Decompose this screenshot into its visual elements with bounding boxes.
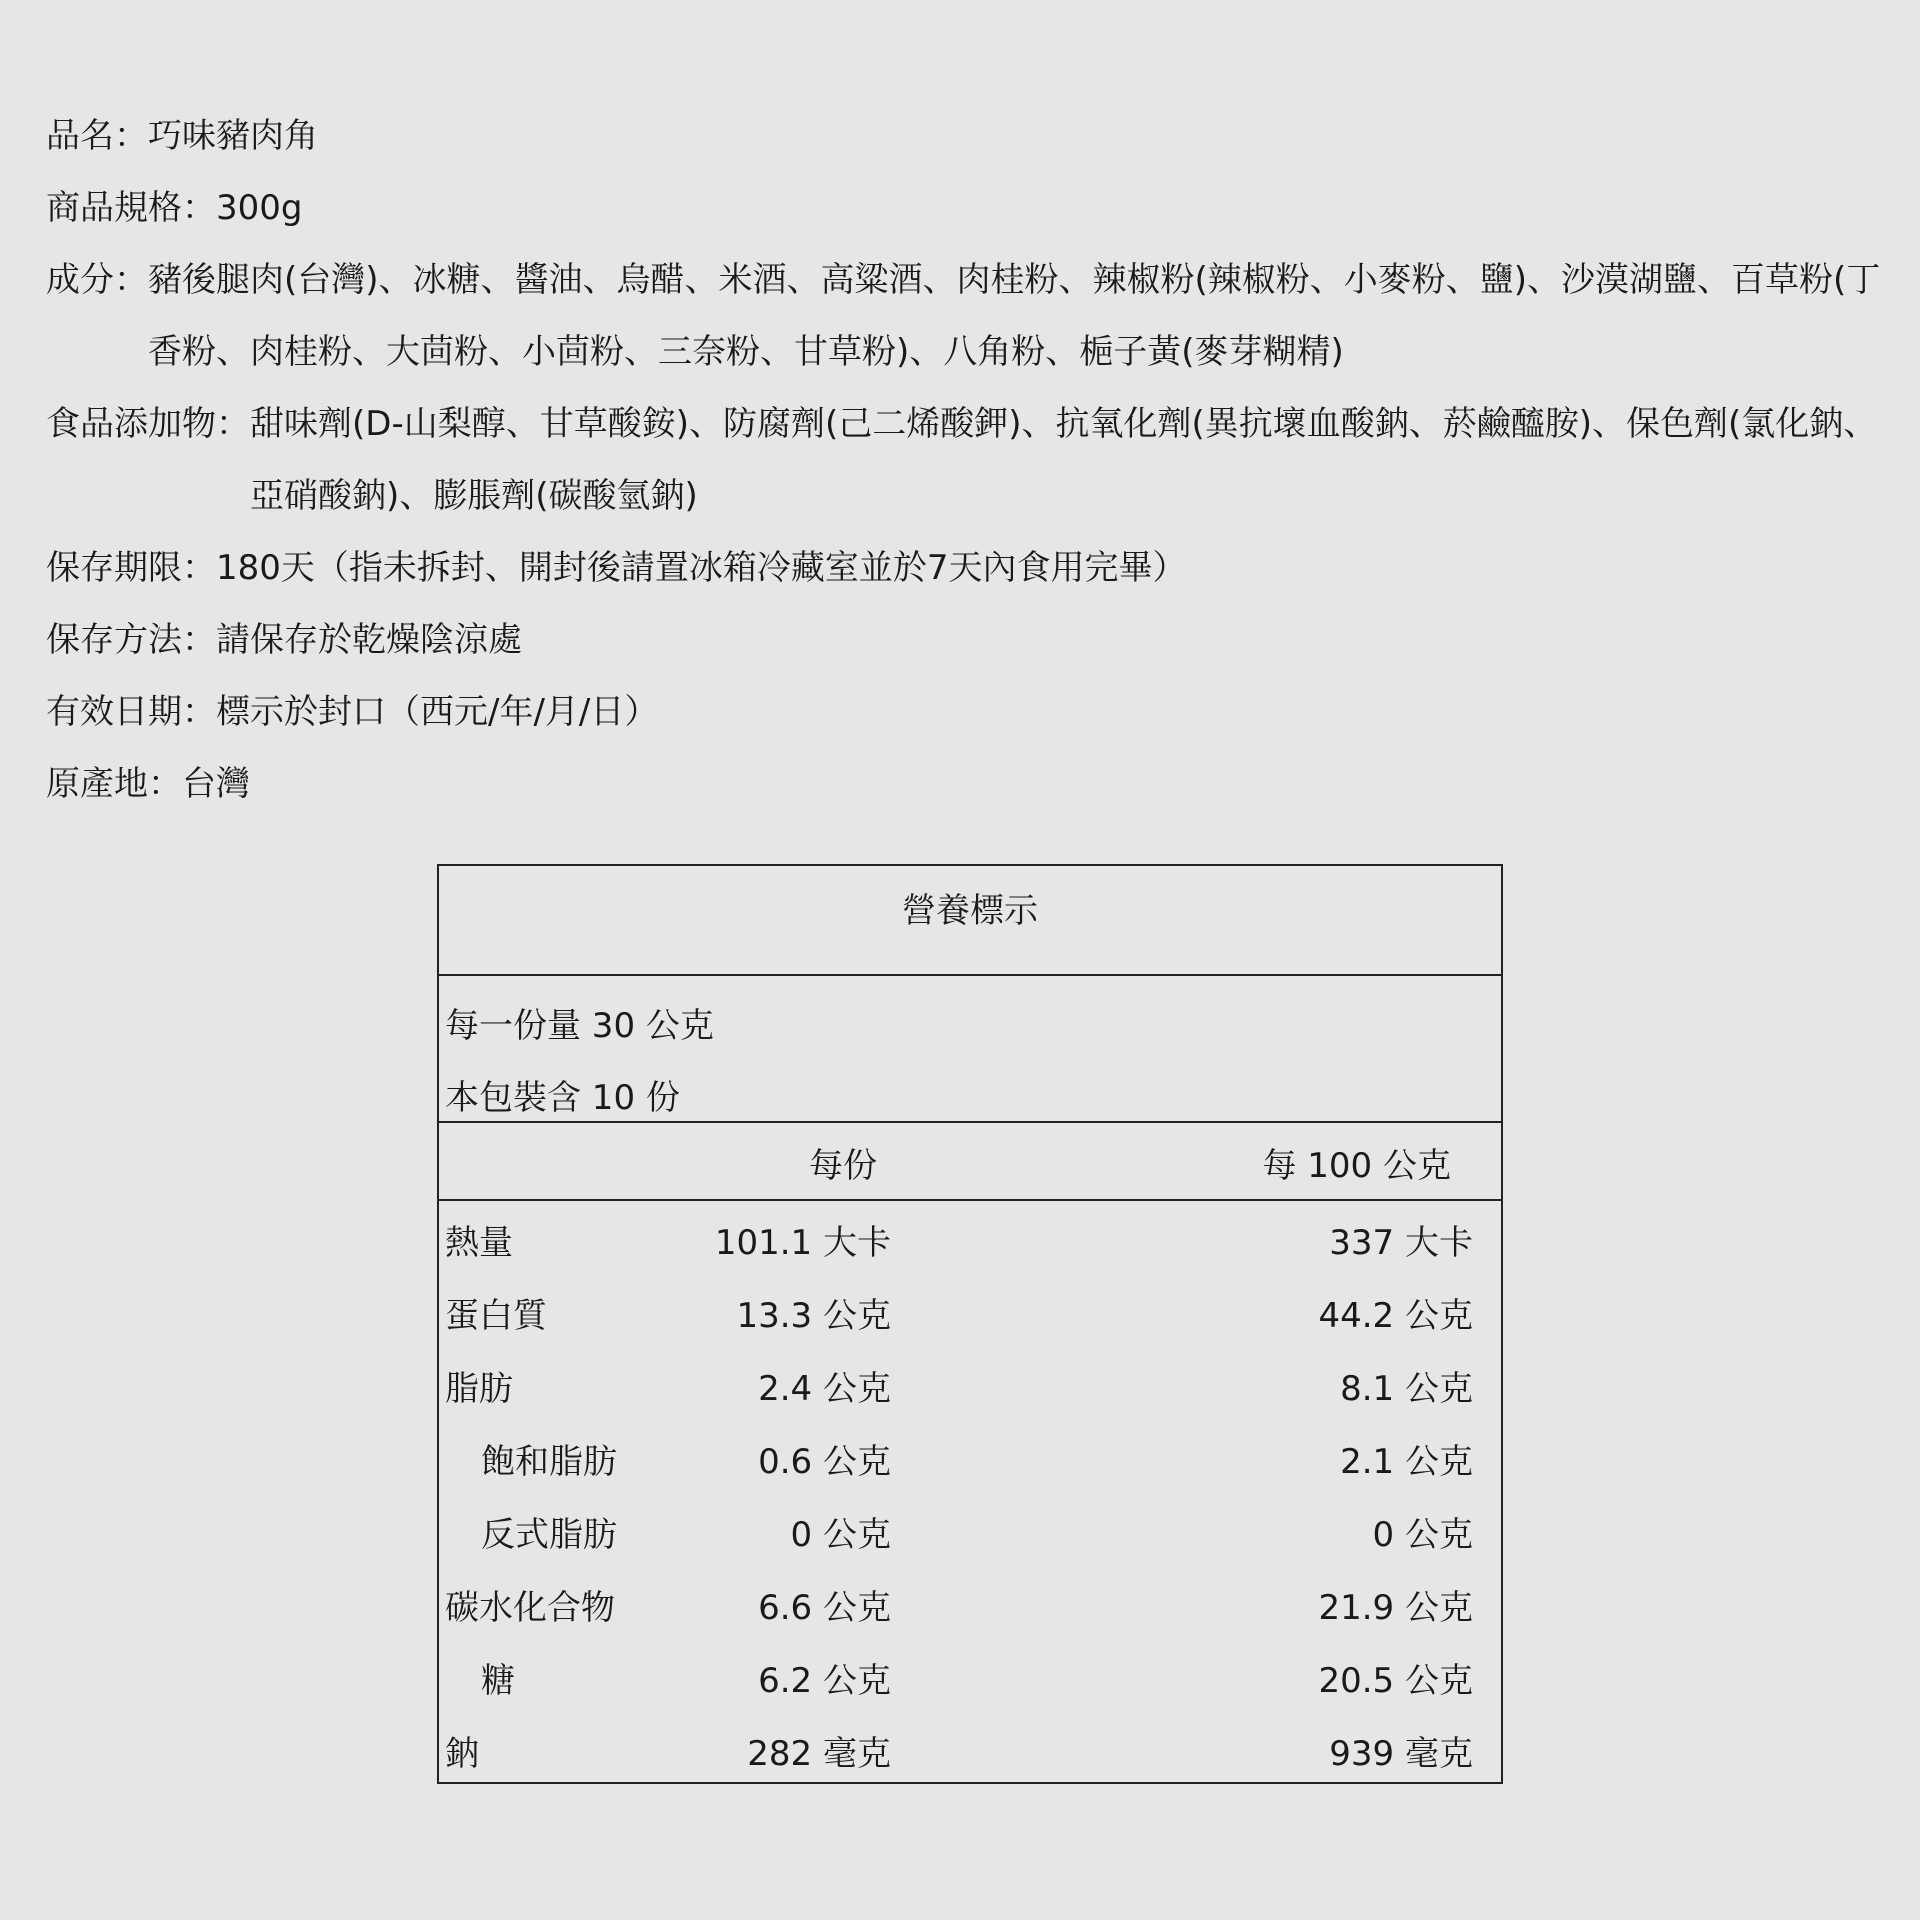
nutrient-name: 蛋白質 [445,1296,547,1336]
nutrient-per-100g: 8.1 公克 [1340,1369,1473,1409]
info-value: 台灣 [182,764,250,804]
nutrient-name: 飽和脂肪 [481,1442,617,1482]
info-label: 保存方法： [46,620,216,660]
nutrient-per-serving: 13.3 公克 [736,1296,891,1336]
info-row-storage [46,604,1906,676]
nutrient-per-100g: 21.9 公克 [1318,1588,1473,1628]
nutrient-per-100g: 2.1 公克 [1340,1442,1473,1482]
info-label: 品名： [46,116,148,156]
nutrient-per-serving: 2.4 公克 [758,1369,891,1409]
nutrient-per-100g: 0 公克 [1372,1515,1473,1555]
nutrition-row [439,1712,1501,1785]
nutrition-rows [439,1201,1501,1785]
info-label: 食品添加物： [46,404,250,444]
nutrient-name: 糖 [481,1661,515,1701]
info-value: 180天（指未拆封、開封後請置冰箱冷藏室並於7天內食用完畢） [216,548,1187,588]
info-row-name [46,100,1906,172]
info-row-origin [46,748,1906,820]
nutrient-per-serving: 0.6 公克 [758,1442,891,1482]
info-row-additives [46,388,1906,532]
nutrient-name: 反式脂肪 [481,1515,617,1555]
nutrient-per-100g: 20.5 公克 [1318,1661,1473,1701]
serving-info [439,976,1501,1123]
info-row-shelf-life [46,532,1906,604]
nutrition-title: 營養標示 [439,866,1501,976]
nutrient-per-serving: 0 公克 [790,1515,891,1555]
nutrient-per-serving: 6.6 公克 [758,1588,891,1628]
nutrition-row [439,1493,1501,1566]
nutrition-row [439,1347,1501,1420]
nutrient-per-100g: 44.2 公克 [1318,1296,1473,1336]
info-value: 巧味豬肉角 [148,116,318,156]
info-row-expiry [46,676,1906,748]
nutrition-row [439,1274,1501,1347]
nutrition-row [439,1201,1501,1274]
nutrition-column-header [439,1123,1501,1201]
nutrient-per-100g: 939 毫克 [1329,1734,1473,1774]
nutrient-per-serving: 6.2 公克 [758,1661,891,1701]
info-label: 成分： [46,260,148,300]
nutrient-name: 碳水化合物 [445,1588,615,1628]
nutrient-per-100g: 337 大卡 [1329,1223,1473,1263]
nutrient-per-serving: 282 毫克 [747,1734,891,1774]
info-label: 商品規格： [46,188,216,228]
nutrition-row [439,1639,1501,1712]
info-value: 豬後腿肉(台灣)、冰糖、醬油、烏醋、米酒、高粱酒、肉桂粉、辣椒粉(辣椒粉、小麥粉、鹽)、沙漠湖鹽、百草粉(丁香粉、肉桂粉、大茴粉、小茴粉、三奈粉、甘草粉)、八角粉、梔子黃(麥芽糊精) [148,260,1881,372]
info-value: 甜味劑(D-山梨醇、甘草酸銨)、防腐劑(己二烯酸鉀)、抗氧化劑(異抗壞血酸鈉、菸鹼醯胺)、保色劑(氯化鈉、亞硝酸鈉)、膨脹劑(碳酸氫鈉) [250,404,1878,516]
nutrient-name: 脂肪 [445,1369,513,1409]
column-header-per-100g: 每 100 公克 [1262,1146,1451,1186]
info-value: 300g [216,188,303,228]
serving-size: 每一份量 30 公克 [445,1006,714,1046]
info-value: 請保存於乾燥陰涼處 [216,620,522,660]
nutrition-facts-table [437,864,1503,1784]
info-value: 標示於封口（西元/年/月/日） [216,692,659,732]
nutrition-row [439,1566,1501,1639]
info-row-spec [46,172,1906,244]
column-header-per-serving: 每份 [809,1146,877,1186]
nutrient-per-serving: 101.1 大卡 [714,1223,891,1263]
nutrient-name: 熱量 [445,1223,513,1263]
info-row-ingredients [46,244,1906,388]
servings-per-package: 本包裝含 10 份 [445,1078,680,1118]
nutrition-row [439,1420,1501,1493]
info-label: 原產地： [46,764,182,804]
info-label: 有效日期： [46,692,216,732]
nutrient-name: 鈉 [445,1734,479,1774]
product-info [46,100,1906,820]
info-label: 保存期限： [46,548,216,588]
